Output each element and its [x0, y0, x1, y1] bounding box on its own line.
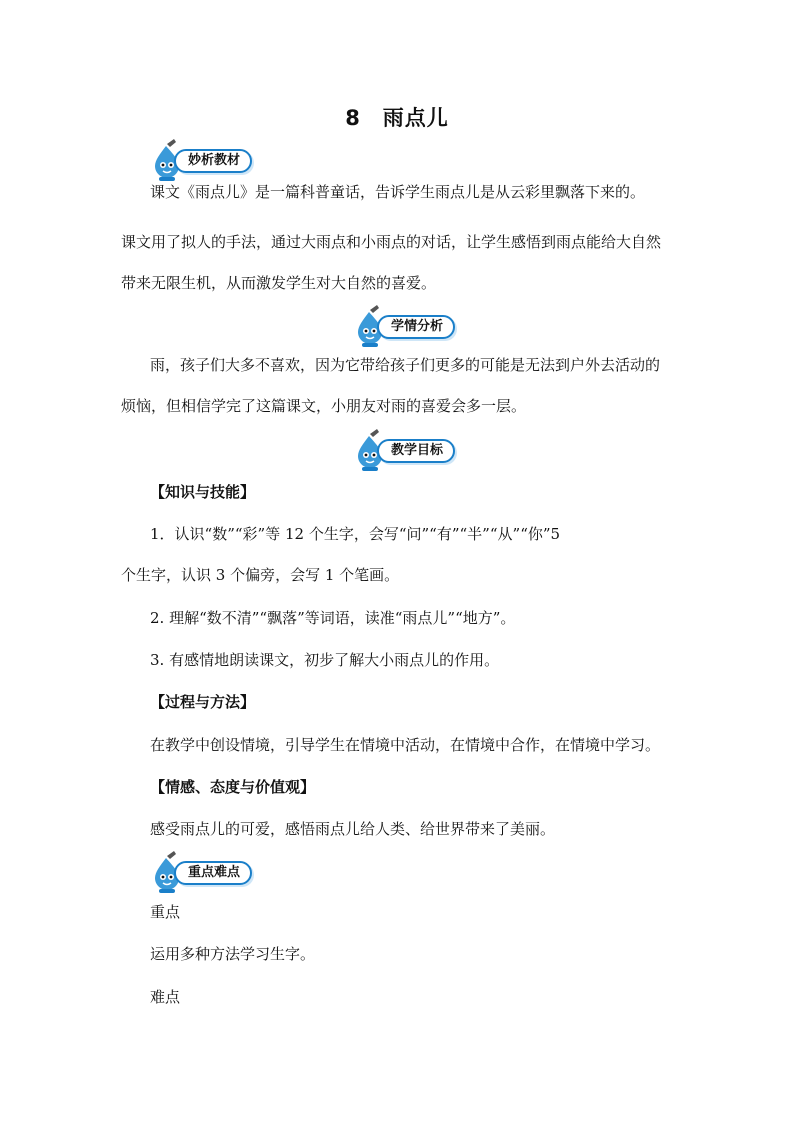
goal-item-1-line-2: 个生字，认识 3 个偏旁，会写 1 个笔画。	[121, 566, 400, 584]
analysis-line-1: 课文《雨点儿》是一篇科普童话，告诉学生雨点儿是从云彩里飘落下来的。	[150, 183, 646, 201]
emotion-heading: 【情感、态度与价值观】	[150, 778, 316, 796]
key-text: 运用多种方法学习生字。	[150, 945, 316, 963]
process-heading: 【过程与方法】	[150, 693, 256, 711]
key-label: 重点	[150, 903, 181, 921]
students-line-2: 烦恼，但相信学完了这篇课文，小朋友对雨的喜爱会多一层。	[121, 397, 527, 415]
page-title: 8 雨点儿	[345, 106, 449, 130]
goal-item-3: 3. 有感情地朗读课文，初步了解大小雨点儿的作用。	[150, 651, 500, 669]
emotion-text: 感受雨点儿的可爱，感悟雨点儿给人类、给世界带来了美丽。	[150, 820, 556, 838]
section-badge-label: 教学目标	[377, 439, 455, 463]
analysis-line-3: 带来无限生机，从而激发学生对大自然的喜爱。	[121, 274, 437, 292]
section-badge-label: 妙析教材	[174, 149, 252, 173]
students-line-1: 雨，孩子们大多不喜欢，因为它带给孩子们更多的可能是无法到户外去活动的	[150, 356, 661, 374]
section-badge-label: 学情分析	[377, 315, 455, 339]
goal-item-2: 2. 理解“数不清”“飘落”等词语，读准“雨点儿”“地方”。	[150, 609, 516, 627]
knowledge-heading: 【知识与技能】	[150, 483, 256, 501]
analysis-line-2: 课文用了拟人的手法，通过大雨点和小雨点的对话，让学生感悟到雨点能给大自然	[121, 233, 662, 251]
section-badge-label: 重点难点	[174, 861, 252, 885]
difficult-label: 难点	[150, 988, 181, 1006]
process-text: 在教学中创设情境，引导学生在情境中活动，在情境中合作，在情境中学习。	[150, 736, 661, 754]
goal-item-1-line-1: 1．认识“数”“彩”等 12 个生字，会写“问”“有”“半”“从”“你”5	[150, 525, 561, 543]
